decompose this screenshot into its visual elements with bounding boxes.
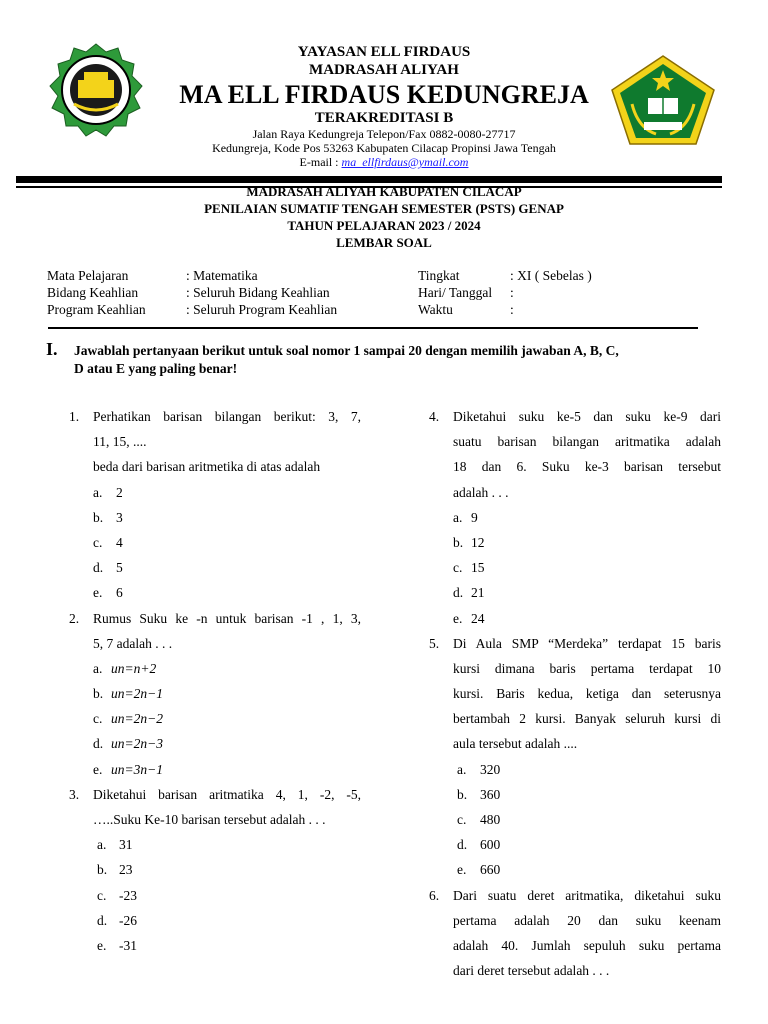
question-text-line: Rumus Suku ke -n untuk barisan -1 , 1, 3, bbox=[93, 610, 361, 626]
option-a[interactable]: a. 320 bbox=[457, 761, 501, 777]
question-text-line: adalah . . . bbox=[453, 484, 509, 500]
info-right-value-1: : XI ( Sebelas ) bbox=[510, 268, 592, 283]
option-a[interactable]: a. un=n+2 bbox=[93, 660, 157, 676]
option-a[interactable]: a. 9 bbox=[453, 509, 478, 525]
option-c[interactable]: c. 15 bbox=[453, 560, 485, 576]
question-text-line: Dari suatu deret aritmatika, diketahui suku bbox=[453, 887, 721, 903]
info-right-label-3: Waktu bbox=[418, 302, 453, 317]
info-left-value-1: : Matematika bbox=[186, 268, 258, 283]
questions-left-column bbox=[69, 404, 361, 958]
option-e[interactable]: e. 6 bbox=[93, 585, 123, 601]
info-left-value-3: : Seluruh Program Keahlian bbox=[186, 302, 338, 317]
section-instruction-line-1: Jawablah pertanyaan berikut untuk soal nomor 1 sampai 20 dengan memilih jawaban A, B, C, bbox=[74, 343, 619, 358]
info-left-label-1: Mata Pelajaran bbox=[47, 268, 129, 283]
question-text-line: aula tersebut adalah .... bbox=[453, 736, 578, 752]
question-text-line: dari deret tersebut adalah . . . bbox=[453, 963, 610, 979]
question-6 bbox=[429, 883, 721, 984]
question-text-line: 11, 15, .... bbox=[93, 434, 147, 450]
title-line-2: PENILAIAN SUMATIF TENGAH SEMESTER (PSTS) GENAP bbox=[204, 201, 564, 216]
question-text-line: …..Suku Ke-10 barisan tersebut adalah . . . bbox=[93, 812, 326, 827]
info-left-label-3: Program Keahlian bbox=[47, 302, 146, 317]
option-b[interactable]: b. 23 bbox=[97, 862, 133, 878]
question-1 bbox=[69, 404, 361, 606]
option-a[interactable]: a. 2 bbox=[93, 484, 123, 500]
info-right-label-2: Hari/ Tanggal bbox=[418, 285, 493, 300]
school-name: MA ELL FIRDAUS KEDUNGREJA bbox=[179, 80, 589, 109]
option-d[interactable]: d. 21 bbox=[453, 585, 485, 601]
option-b[interactable]: b. 360 bbox=[457, 786, 501, 802]
question-text-line: beda dari barisan aritmetika di atas adalah bbox=[93, 459, 321, 475]
questions-right-column bbox=[429, 404, 721, 983]
title-line-1: MADRASAH ALIYAH KABUPATEN CILACAP bbox=[246, 184, 522, 199]
info-left-label-2: Bidang Keahlian bbox=[47, 285, 139, 300]
option-c[interactable]: c. un=2n−2 bbox=[93, 711, 163, 727]
question-5 bbox=[429, 631, 721, 883]
question-2 bbox=[69, 606, 361, 782]
question-3 bbox=[69, 782, 361, 958]
option-c[interactable]: c. -23 bbox=[97, 887, 137, 903]
option-e[interactable]: e. 660 bbox=[457, 862, 501, 878]
accreditation: TERAKREDITASI B bbox=[314, 110, 454, 126]
option-e[interactable]: e. un=3n−1 bbox=[93, 761, 163, 777]
question-text-line: 18 dan 6. Suku ke-3 barisan tersebut bbox=[453, 459, 721, 475]
question-text-line: Di Aula SMP “Merdeka” terdapat 15 baris bbox=[453, 635, 721, 651]
option-a[interactable]: a. 31 bbox=[97, 837, 133, 853]
title-line-4: LEMBAR SOAL bbox=[336, 235, 432, 250]
option-d[interactable]: d. -26 bbox=[97, 912, 137, 928]
address-line-2: Kedungreja, Kode Pos 53263 Kabupaten Cilacap Propinsi Jawa Tengah bbox=[212, 141, 556, 155]
option-d[interactable]: d. 5 bbox=[93, 560, 123, 576]
option-b[interactable]: b. un=2n−1 bbox=[93, 686, 163, 702]
option-c[interactable]: c. 480 bbox=[457, 812, 501, 827]
question-text-line: Diketahui barisan aritmatika 4, 1, -2, -5, bbox=[93, 786, 361, 802]
section-instruction-line-2: D atau E yang paling benar! bbox=[74, 361, 238, 376]
info-left-value-2: : Seluruh Bidang Keahlian bbox=[186, 285, 330, 300]
info-right-value-2: : bbox=[510, 285, 514, 300]
info-right-label-1: Tingkat bbox=[418, 268, 460, 283]
foundation-name: YAYASAN ELL FIRDAUS bbox=[297, 44, 471, 60]
option-e[interactable]: e. -31 bbox=[97, 937, 137, 953]
section-instruction bbox=[74, 342, 724, 378]
question-text-line: Perhatikan barisan bilangan berikut: 3, 7, bbox=[93, 409, 361, 424]
info-divider bbox=[48, 327, 698, 329]
option-b[interactable]: b. 12 bbox=[453, 534, 485, 550]
question-number: 6. bbox=[429, 887, 440, 903]
section-number: I. bbox=[46, 339, 58, 359]
info-right-value-3: : bbox=[510, 302, 514, 317]
option-e[interactable]: e. 24 bbox=[453, 610, 485, 626]
option-d[interactable]: d. un=2n−3 bbox=[93, 736, 163, 752]
question-text-line: Diketahui suku ke-5 dan suku ke-9 dari bbox=[453, 409, 721, 424]
email-link[interactable]: ma_ellfirdaus@ymail.com bbox=[341, 155, 469, 169]
question-text-line: bertambah 2 kursi. Banyak seluruh kursi di bbox=[453, 711, 721, 727]
option-d[interactable]: d. 600 bbox=[457, 837, 501, 853]
header-divider-thick bbox=[16, 176, 722, 183]
question-number: 2. bbox=[69, 610, 80, 626]
question-number: 5. bbox=[429, 635, 440, 651]
question-text-line: suatu barisan bilangan aritmatika adalah bbox=[453, 434, 721, 450]
email-label: E-mail : bbox=[299, 155, 339, 169]
question-number: 3. bbox=[69, 786, 80, 802]
question-text-line: adalah 40. Jumlah sepuluh suku pertama bbox=[453, 937, 721, 953]
email-line bbox=[0, 155, 768, 170]
question-text-line: pertama adalah 20 dan suku keenam bbox=[453, 912, 721, 928]
school-type: MADRASAH ALIYAH bbox=[309, 62, 459, 78]
question-number: 1. bbox=[69, 409, 80, 424]
question-text-line: 5, 7 adalah . . . bbox=[93, 635, 173, 651]
question-text-line: kursi. Baris kedua, ketiga dan seterusnya bbox=[453, 686, 721, 702]
option-b[interactable]: b. 3 bbox=[93, 509, 123, 525]
address-line-1: Jalan Raya Kedungreja Telepon/Fax 0882-0080-27717 bbox=[252, 127, 516, 141]
title-line-3: TAHUN PELAJARAN 2023 / 2024 bbox=[287, 218, 481, 233]
question-text-line: kursi dimana baris pertama terdapat 10 bbox=[453, 660, 721, 676]
option-c[interactable]: c. 4 bbox=[93, 534, 123, 550]
question-4 bbox=[429, 404, 721, 631]
question-number: 4. bbox=[429, 409, 440, 424]
